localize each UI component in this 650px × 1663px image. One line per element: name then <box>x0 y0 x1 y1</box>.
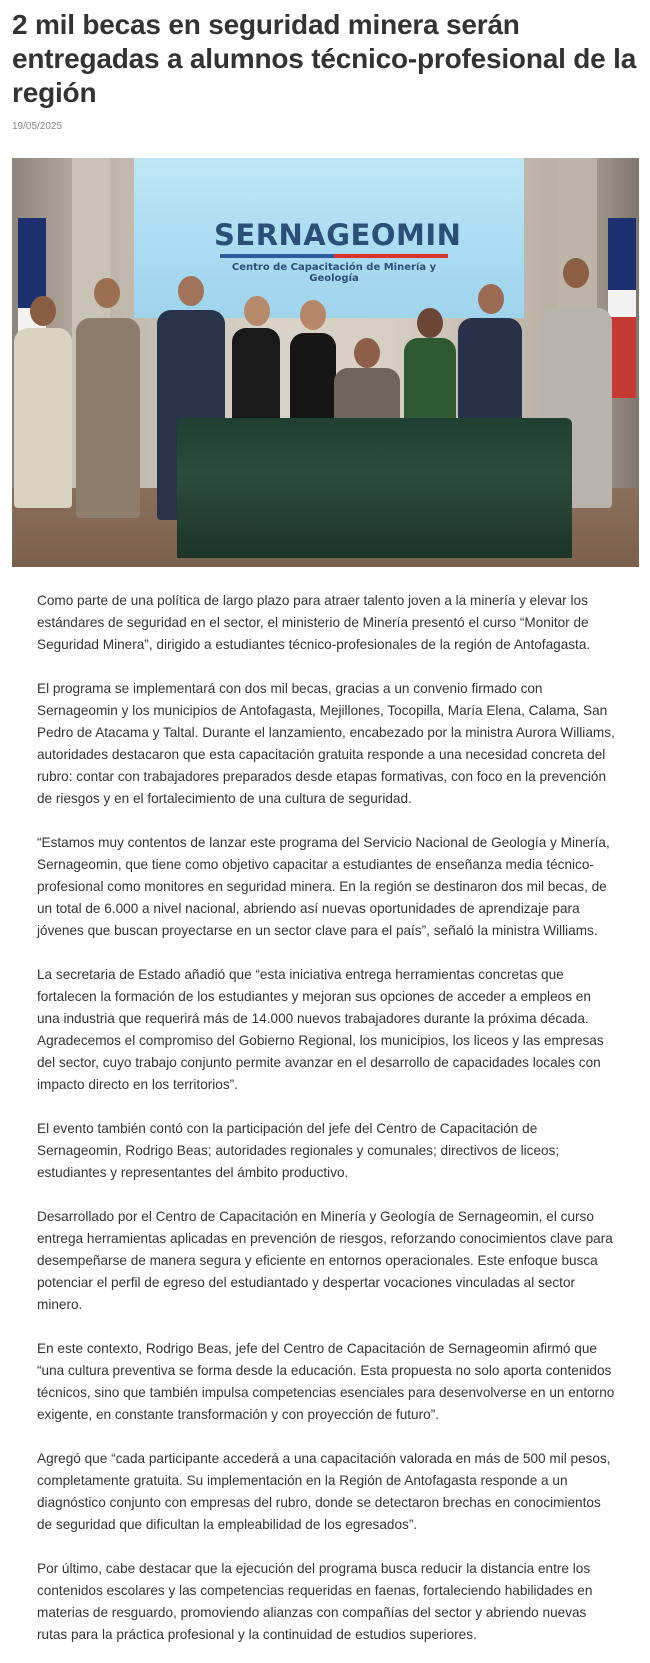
person-head <box>30 296 56 326</box>
article-paragraph: “Estamos muy contentos de lanzar este programa del Servicio Nacional de Geología y Minería, Sernageomin, que tiene como objetivo capacitar a estudiantes de enseñanza media técnico-profesional como monitores en seguridad minera. En la región se destinaron dos mil becas, de un total de 6.000 a nivel nacional, abriendo así nuevas oportunidades de aprendizaje para jóvenes que buscan proyectarse en un sector clave para el país”, señaló la ministra Williams. <box>37 835 610 938</box>
logo-stripe <box>220 254 448 258</box>
flag-right <box>608 218 636 398</box>
signing-table <box>177 418 572 558</box>
article-paragraph: Desarrollado por el Centro de Capacitación en Minería y Geología de Sernageomin, el curso entrega herramientas aplicadas en prevención de riesgos, reforzando conocimientos clave para desempeñarse de manera segura y eficiente en entornos operacionales. Este enfoque busca potenciar el perfil de egreso del estudiantado y despertar vocaciones vinculadas al sector minero. <box>37 1209 613 1312</box>
person-head <box>354 338 380 368</box>
person <box>290 333 336 423</box>
logo-brand: SERNAGEOMIN <box>214 218 462 252</box>
person <box>404 338 456 428</box>
article-paragraph: El evento también contó con la participación del jefe del Centro de Capacitación de Sernageomin, Rodrigo Beas; autoridades regionales y comunales; directivos de liceos; estudiantes y representantes del ámbito productivo. <box>37 1121 560 1180</box>
article-paragraph: Por último, cabe destacar que la ejecución del programa busca reducir la distancia entre los contenidos escolares y las competencias requeridas en faenas, fortaleciendo habilidades en materias de resguardo, promoviendo alianzas con compañías del sector y abriendo nuevas rutas para la práctica profesional y la continuidad de estudios superiores. <box>37 1561 593 1642</box>
article-paragraph: Agregó que “cada participante accederá a una capacitación valorada en más de 500 mil pesos, completamente gratuita. Su implementación en la Región de Antofagasta responde a un diagnóstico conjunto con empresas del rubro, donde se detectaron brechas en conocimientos de seguridad que dificultan la empleabilidad de los egresados”. <box>37 1451 611 1532</box>
person-head <box>478 284 504 314</box>
article-date: 19/05/2025 <box>12 121 63 132</box>
person <box>14 328 72 508</box>
article-body <box>37 590 617 1663</box>
article-paragraph: En este contexto, Rodrigo Beas, jefe del Centro de Capacitación de Sernageomin afirmó que “una cultura preventiva se forma desde la educación. Esta propuesta no solo aporta contenidos técnicos, sino que también impulsa competencias esenciales para desenvolverse en un entorno exigente, en constante transformación y con proyección de futuro”. <box>37 1341 615 1422</box>
article-paragraph: La secretaria de Estado añadió que “esta iniciativa entrega herramientas concretas que fortalecen la formación de los estudiantes y mejoran sus opciones de acceder a empleos en una industria que requerirá más de 14.000 nuevos trabajadores durante la próxima década. Agradecemos el compromiso del Gobierno Regional, los municipios, los liceos y las empresas del sector, cuyo trabajo conjunto permite avanzar en el desarrollo de capacidades locales con impacto directo en los territorios”. <box>37 967 604 1092</box>
person <box>232 328 280 428</box>
person-head <box>417 308 443 338</box>
logo-subtitle: Centro de Capacitación de Minería y Geología <box>231 262 437 284</box>
article-paragraph: El programa se implementará con dos mil becas, gracias a un convenio firmado con Sernageomin y los municipios de Antofagasta, Mejillones, Tocopilla, María Elena, Calama, San Pedro de Atacama y Taltal. Durante el lanzamiento, encabezado por la ministra Aurora Williams, autoridades destacaron que esta capacitación gratuita responde a una necesidad concreta del rubro: contar con trabajadores preparados desde etapas formativas, con foco en la prevención de riesgos y en el fortalecimiento de una cultura de seguridad. <box>37 681 615 806</box>
article-photo <box>12 158 639 567</box>
person-head <box>563 258 589 288</box>
person <box>76 318 140 518</box>
sernageomin-logo <box>214 218 462 284</box>
person-head <box>300 300 326 330</box>
person-head <box>178 276 204 306</box>
article-title: 2 mil becas en seguridad minera serán entregadas a alumnos técnico-profesional de la región <box>12 9 637 108</box>
person-head <box>244 296 270 326</box>
article-paragraph: Como parte de una política de largo plazo para atraer talento joven a la minería y elevar los estándares de seguridad en el sector, el ministerio de Minería presentó el curso “Monitor de Seguridad Minera”, dirigido a estudiantes técnico-profesionales de la región de Antofagasta. <box>37 593 591 652</box>
person-head <box>94 278 120 308</box>
